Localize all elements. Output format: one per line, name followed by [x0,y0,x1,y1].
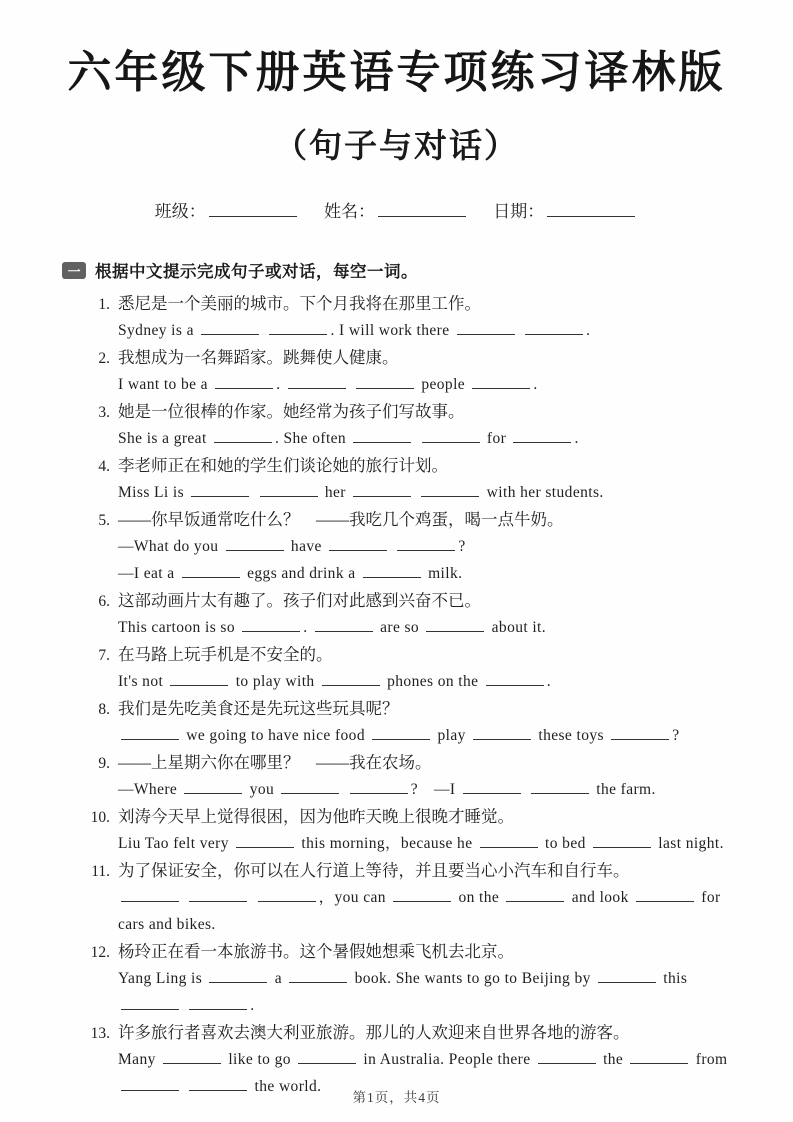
item-english-line [88,776,793,803]
english-text: the farm. [591,781,656,798]
answer-blank [121,995,179,1010]
section-number-badge: 一 [62,262,86,279]
english-text [250,889,254,906]
answer-blank [242,617,300,632]
item-prompt-cn: 刘涛今天早上觉得很困，因为他昨天晚上很晚才睡觉。 [118,807,514,826]
exercise-item [88,398,793,452]
answer-blank [329,536,387,551]
item-prompt-cn: 我们是先吃美食还是先玩这些玩具呢？ [118,699,399,718]
exercise-item [88,857,793,938]
item-prompt-cn: 许多旅行者喜欢去澳大利亚旅游。那儿的人欢迎来自世界各地的游客。 [118,1023,630,1042]
item-english-line [88,992,793,1019]
item-number: 6. [98,593,110,610]
section-instruction: 根据中文提示完成句子或对话，每空一词。 [95,263,418,281]
answer-blank [353,428,411,443]
item-number: 11. [91,863,110,880]
answer-blank [506,887,564,902]
item-prompt-line [88,641,793,668]
english-text [524,781,528,798]
english-text: and look [567,889,633,906]
item-english-line [88,614,793,641]
item-number: 1. [98,296,110,313]
english-text: . She often [274,430,351,447]
item-prompt-cn: 李老师正在和她的学生们谈论她的旅行计划。 [118,456,448,475]
page-title: 六年级下册英语专项练习译林版 [67,48,726,97]
answer-blank [214,428,272,443]
answer-blank [531,779,589,794]
english-text: this morning，because he [297,835,477,852]
english-text: Miss Li is [118,484,189,501]
answer-blank [121,887,179,902]
item-english-line [88,884,793,911]
answer-blank [486,671,544,686]
english-text: people [417,376,470,393]
item-number: 9. [98,755,110,772]
student-info-row [0,197,793,222]
english-text: to play with [231,673,319,690]
name-field-blank [378,202,466,217]
exercise-item [88,452,793,506]
answer-blank [372,725,430,740]
item-number: 5. [98,512,110,529]
item-prompt-cn: ——上星期六你在哪里？ ——我在农场。 [118,753,432,772]
answer-blank [281,779,339,794]
answer-blank [397,536,455,551]
answer-blank [298,1049,356,1064]
english-text: cars and bikes. [118,916,216,933]
english-text: . [303,619,312,636]
name-field-label: 姓名： [324,202,375,221]
english-text: ? [672,727,680,744]
item-prompt-line [88,1019,793,1046]
english-text [390,538,394,555]
answer-blank [184,779,242,794]
english-text: Many [118,1051,161,1068]
english-text: with her students. [482,484,604,501]
item-number: 3. [98,404,110,421]
english-text [262,322,266,339]
answer-blank [170,671,228,686]
item-english-line [88,425,793,452]
english-text [182,997,186,1014]
answer-blank [289,968,347,983]
answer-blank [191,482,249,497]
answer-blank [422,428,480,443]
answer-blank [636,887,694,902]
item-prompt-cn: 这部动画片太有趣了。孩子们对此感到兴奋不已。 [118,591,481,610]
answer-blank [350,779,408,794]
date-field-blank [547,202,635,217]
english-text: . [586,322,591,339]
answer-blank [121,725,179,740]
item-number: 4. [98,458,110,475]
english-text: the [598,1051,628,1068]
english-text: It's not [118,673,168,690]
english-text: these toys [534,727,609,744]
english-text: you [245,781,279,798]
exercise-item [88,641,793,695]
answer-blank [480,833,538,848]
item-prompt-line [88,803,793,830]
item-prompt-line [88,938,793,965]
date-field-label: 日期： [493,202,545,221]
item-english-line [88,722,793,749]
english-text: ? —I [410,781,460,798]
item-prompt-line [88,398,793,425]
answer-blank [288,374,346,389]
item-number: 10. [90,809,110,826]
item-english-line [88,479,793,506]
answer-blank [513,428,571,443]
english-text: . I will work there [330,322,454,339]
english-text: in Australia. People there [359,1051,535,1068]
english-text: Liu Tao felt very [118,835,234,852]
item-prompt-line [88,344,793,371]
page-footer: 第1页，共4页 [352,1090,441,1105]
item-prompt-cn: ——你早饭通常吃什么？ ——我吃几个鸡蛋，喝一点牛奶。 [118,510,564,529]
item-english-line [88,371,793,398]
english-text: I want to be a [118,376,213,393]
exercise-item [88,344,793,398]
answer-blank [525,320,583,335]
item-prompt-line [88,695,793,722]
english-text: —I eat a [118,565,179,582]
answer-blank [473,725,531,740]
answer-blank [598,968,656,983]
english-text [342,781,346,798]
item-english-line [88,533,793,560]
english-text: This cartoon is so [118,619,240,636]
english-text: on the [454,889,504,906]
english-text: are so [375,619,424,636]
answer-blank [630,1049,688,1064]
english-text: —Where [118,781,182,798]
english-text: . [276,376,285,393]
exercise-item [88,803,793,857]
item-number: 12. [90,944,110,961]
item-prompt-cn: 在马路上玩手机是不安全的。 [118,645,333,664]
english-text [518,322,522,339]
english-text: have [286,538,327,555]
item-prompt-line [88,857,793,884]
item-prompt-cn: 我想成为一名舞蹈家。跳舞使人健康。 [118,348,399,367]
answer-blank [209,968,267,983]
answer-blank [611,725,669,740]
item-prompt-cn: 悉尼是一个美丽的城市。下个月我将在那里工作。 [118,294,481,313]
answer-blank [201,320,259,335]
exercise-item [88,290,793,344]
english-text: to bed [540,835,591,852]
english-text [414,484,418,501]
answer-blank [463,779,521,794]
english-text: phones on the [382,673,483,690]
english-text: for [482,430,511,447]
answer-blank [315,617,373,632]
class-field-label: 班级： [154,202,206,221]
item-prompt-line [88,587,793,614]
english-text: we going to have nice food [182,727,370,744]
english-text [252,484,256,501]
english-text: her [320,484,351,501]
english-text: milk. [423,565,463,582]
answer-blank [163,1049,221,1064]
item-english-line [88,1046,793,1073]
answer-blank [189,995,247,1010]
answer-blank [426,617,484,632]
answer-blank [236,833,294,848]
english-text: —What do you [118,538,223,555]
answer-blank [226,536,284,551]
item-prompt-cn: 杨玲正在看一本旅游书。这个暑假她想乘飞机去北京。 [118,942,514,961]
english-text: Sydney is a [118,322,199,339]
answer-blank [353,482,411,497]
answer-blank [322,671,380,686]
exercise-item [88,506,793,587]
answer-blank [356,374,414,389]
item-prompt-cn: 她是一位很棒的作家。她经常为孩子们写故事。 [118,402,465,421]
item-number: 2. [98,350,110,367]
item-english-line [88,911,793,938]
english-text: like to go [224,1051,296,1068]
english-text: . [546,673,551,690]
english-text: ? [458,538,466,555]
item-number: 7. [98,647,110,664]
item-number: 13. [90,1025,110,1042]
english-text [349,376,353,393]
item-prompt-line [88,290,793,317]
answer-blank [593,833,651,848]
english-text: for [697,889,721,906]
item-number: 8. [98,701,110,718]
item-english-line [88,965,793,992]
date-field [493,197,638,222]
english-text: a [270,970,287,987]
answer-blank [421,482,479,497]
english-text: from [691,1051,728,1068]
name-field [324,197,469,222]
item-prompt-cn: 为了保证安全，你可以在人行道上等待，并且要当心小汽车和自行车。 [118,861,630,880]
answer-blank [189,887,247,902]
items-list [88,290,793,1100]
exercise-item [88,749,793,803]
answer-blank [457,320,515,335]
english-text: eggs and drink a [242,565,360,582]
answer-blank [472,374,530,389]
answer-blank [393,887,451,902]
english-text: this [659,970,688,987]
english-text: . [533,376,538,393]
english-text: Yang Ling is [118,970,207,987]
exercise-item [88,587,793,641]
exercise-item [88,695,793,749]
english-text: She is a great [118,430,211,447]
english-text: last night. [654,835,724,852]
item-english-line [88,830,793,857]
item-english-line [88,560,793,587]
english-text: about it. [487,619,547,636]
exercise-item [88,938,793,1019]
answer-blank [215,374,273,389]
english-text: . [250,997,255,1014]
english-text: the world. [250,1078,322,1095]
page-subtitle: （句子与对话） [274,129,519,165]
item-english-line [88,317,793,344]
item-english-line [88,668,793,695]
answer-blank [258,887,316,902]
section-header [62,258,793,282]
english-text: book. She wants to go to Beijing by [350,970,596,987]
answer-blank [260,482,318,497]
answer-blank [538,1049,596,1064]
class-field [155,197,300,222]
item-prompt-line [88,749,793,776]
english-text: play [433,727,471,744]
answer-blank [182,563,240,578]
english-text: ，you can [318,889,391,906]
english-text: . [574,430,579,447]
answer-blank [363,563,421,578]
item-prompt-line [88,506,793,533]
english-text [414,430,418,447]
class-field-blank [209,202,297,217]
answer-blank [269,320,327,335]
english-text [182,889,186,906]
item-prompt-line [88,452,793,479]
